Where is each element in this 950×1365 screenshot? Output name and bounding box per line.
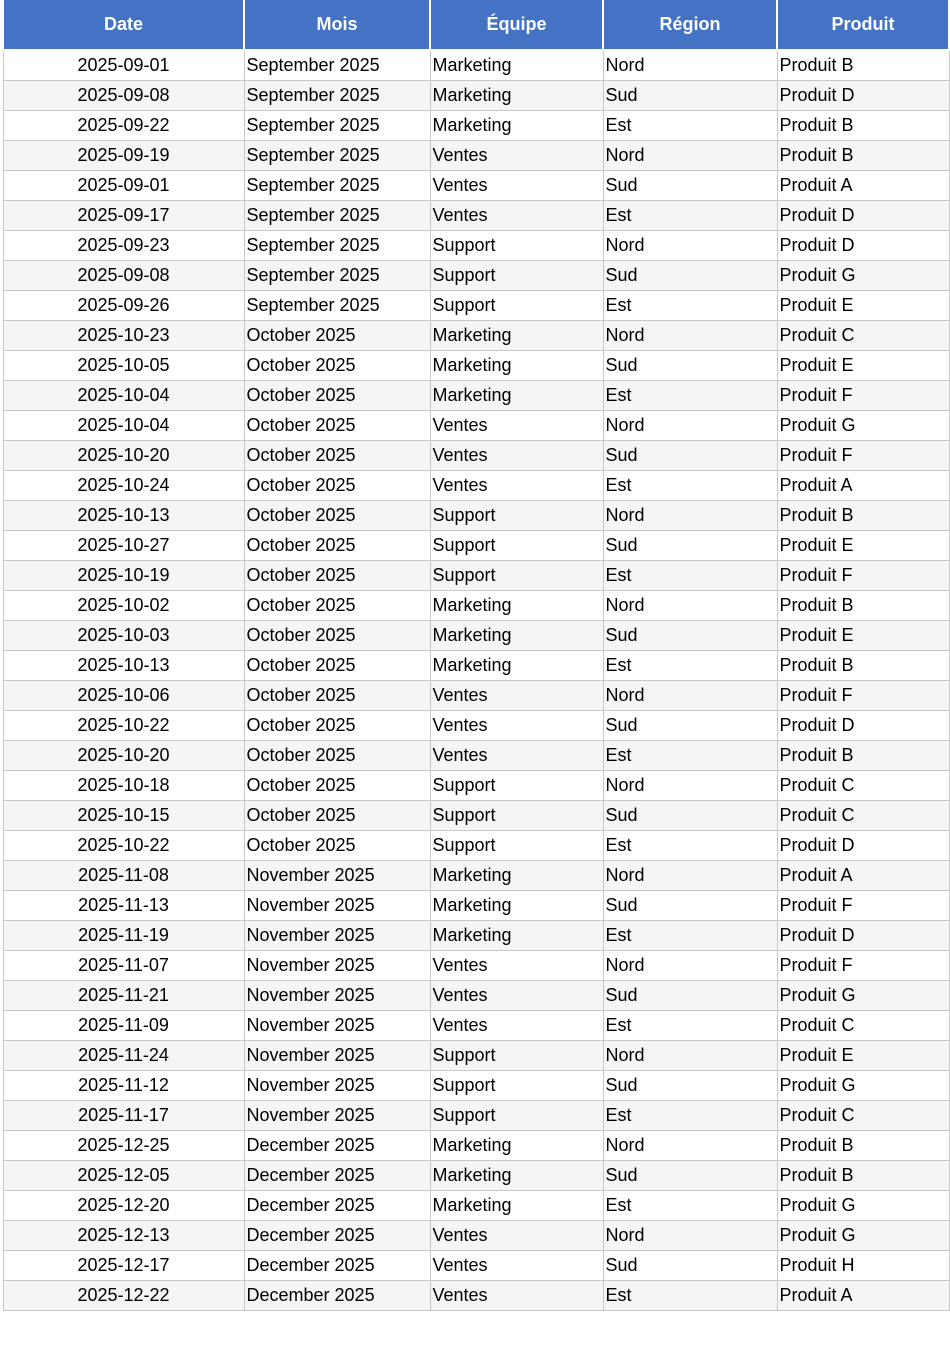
date-cell[interactable]: 2025-09-08 <box>3 81 244 111</box>
region-cell[interactable]: Est <box>603 741 777 771</box>
mois-cell[interactable]: November 2025 <box>244 1011 430 1041</box>
column-header-mois[interactable]: Mois <box>244 0 430 50</box>
mois-cell[interactable]: October 2025 <box>244 831 430 861</box>
equipe-cell[interactable]: Support <box>430 261 603 291</box>
region-cell[interactable]: Nord <box>603 1221 777 1251</box>
equipe-cell[interactable]: Marketing <box>430 381 603 411</box>
region-cell[interactable]: Nord <box>603 50 777 81</box>
table-row <box>3 831 949 861</box>
mois-cell[interactable]: December 2025 <box>244 1191 430 1221</box>
table-row <box>3 1011 949 1041</box>
region-cell[interactable]: Nord <box>603 321 777 351</box>
table-body <box>3 50 949 1311</box>
table-row <box>3 621 949 651</box>
equipe-cell[interactable]: Ventes <box>430 471 603 501</box>
column-header-produit[interactable]: Produit <box>777 0 949 50</box>
mois-cell[interactable]: November 2025 <box>244 1101 430 1131</box>
mois-cell[interactable]: October 2025 <box>244 381 430 411</box>
equipe-cell[interactable]: Ventes <box>430 741 603 771</box>
date-cell[interactable]: 2025-11-24 <box>3 1041 244 1071</box>
date-cell[interactable]: 2025-12-13 <box>3 1221 244 1251</box>
equipe-cell[interactable]: Ventes <box>430 1221 603 1251</box>
produit-cell[interactable]: Produit B <box>777 591 949 621</box>
equipe-cell[interactable]: Ventes <box>430 711 603 741</box>
mois-cell[interactable]: November 2025 <box>244 1071 430 1101</box>
region-cell[interactable]: Sud <box>603 891 777 921</box>
produit-cell[interactable]: Produit E <box>777 351 949 381</box>
produit-cell[interactable]: Produit G <box>777 981 949 1011</box>
equipe-cell[interactable]: Marketing <box>430 81 603 111</box>
produit-cell[interactable]: Produit B <box>777 50 949 81</box>
produit-cell[interactable]: Produit A <box>777 171 949 201</box>
mois-cell[interactable]: September 2025 <box>244 261 430 291</box>
date-cell[interactable]: 2025-10-13 <box>3 501 244 531</box>
date-cell[interactable]: 2025-11-12 <box>3 1071 244 1101</box>
mois-cell[interactable]: September 2025 <box>244 231 430 261</box>
produit-cell[interactable]: Produit G <box>777 1221 949 1251</box>
region-cell[interactable]: Nord <box>603 681 777 711</box>
header-row <box>3 0 949 50</box>
region-cell[interactable]: Sud <box>603 441 777 471</box>
produit-cell[interactable]: Produit F <box>777 951 949 981</box>
table-row <box>3 111 949 141</box>
mois-cell[interactable]: October 2025 <box>244 351 430 381</box>
produit-cell[interactable]: Produit G <box>777 1071 949 1101</box>
table-row <box>3 261 949 291</box>
date-cell[interactable]: 2025-09-23 <box>3 231 244 261</box>
equipe-cell[interactable]: Support <box>430 231 603 261</box>
region-cell[interactable]: Nord <box>603 591 777 621</box>
produit-cell[interactable]: Produit F <box>777 561 949 591</box>
produit-cell[interactable]: Produit D <box>777 711 949 741</box>
table-row <box>3 1191 949 1221</box>
produit-cell[interactable]: Produit B <box>777 1131 949 1161</box>
equipe-cell[interactable]: Marketing <box>430 1161 603 1191</box>
equipe-cell[interactable]: Support <box>430 771 603 801</box>
produit-cell[interactable]: Produit D <box>777 201 949 231</box>
mois-cell[interactable]: December 2025 <box>244 1221 430 1251</box>
mois-cell[interactable]: September 2025 <box>244 111 430 141</box>
mois-cell[interactable]: December 2025 <box>244 1251 430 1281</box>
date-cell[interactable]: 2025-12-17 <box>3 1251 244 1281</box>
mois-cell[interactable]: October 2025 <box>244 471 430 501</box>
equipe-cell[interactable]: Ventes <box>430 951 603 981</box>
table-row <box>3 381 949 411</box>
date-cell[interactable]: 2025-10-20 <box>3 741 244 771</box>
equipe-cell[interactable]: Ventes <box>430 171 603 201</box>
region-cell[interactable]: Sud <box>603 81 777 111</box>
table-row <box>3 681 949 711</box>
mois-cell[interactable]: October 2025 <box>244 771 430 801</box>
mois-cell[interactable]: November 2025 <box>244 861 430 891</box>
region-cell[interactable]: Est <box>603 1281 777 1311</box>
region-cell[interactable]: Nord <box>603 1041 777 1071</box>
mois-cell[interactable]: September 2025 <box>244 291 430 321</box>
table-row <box>3 351 949 381</box>
produit-cell[interactable]: Produit H <box>777 1251 949 1281</box>
region-cell[interactable]: Sud <box>603 1071 777 1101</box>
produit-cell[interactable]: Produit B <box>777 1161 949 1191</box>
produit-cell[interactable]: Produit G <box>777 411 949 441</box>
date-cell[interactable]: 2025-10-03 <box>3 621 244 651</box>
region-cell[interactable]: Est <box>603 831 777 861</box>
column-header-equipe[interactable]: Équipe <box>430 0 603 50</box>
equipe-cell[interactable]: Support <box>430 801 603 831</box>
produit-cell[interactable]: Produit C <box>777 801 949 831</box>
mois-cell[interactable]: October 2025 <box>244 561 430 591</box>
date-cell[interactable]: 2025-09-01 <box>3 50 244 81</box>
mois-cell[interactable]: October 2025 <box>244 711 430 741</box>
region-cell[interactable]: Est <box>603 921 777 951</box>
region-cell[interactable]: Est <box>603 381 777 411</box>
date-cell[interactable]: 2025-10-06 <box>3 681 244 711</box>
equipe-cell[interactable]: Ventes <box>430 1011 603 1041</box>
produit-cell[interactable]: Produit A <box>777 861 949 891</box>
produit-cell[interactable]: Produit D <box>777 921 949 951</box>
date-cell[interactable]: 2025-09-08 <box>3 261 244 291</box>
equipe-cell[interactable]: Ventes <box>430 141 603 171</box>
region-cell[interactable]: Nord <box>603 951 777 981</box>
date-cell[interactable]: 2025-09-22 <box>3 111 244 141</box>
date-cell[interactable]: 2025-11-13 <box>3 891 244 921</box>
date-cell[interactable]: 2025-11-07 <box>3 951 244 981</box>
region-cell[interactable]: Est <box>603 291 777 321</box>
column-header-date[interactable]: Date <box>3 0 244 50</box>
date-cell[interactable]: 2025-10-24 <box>3 471 244 501</box>
equipe-cell[interactable]: Ventes <box>430 1251 603 1281</box>
equipe-cell[interactable]: Ventes <box>430 411 603 441</box>
produit-cell[interactable]: Produit B <box>777 111 949 141</box>
date-cell[interactable]: 2025-10-22 <box>3 711 244 741</box>
date-cell[interactable]: 2025-09-17 <box>3 201 244 231</box>
produit-cell[interactable]: Produit C <box>777 321 949 351</box>
table-row <box>3 801 949 831</box>
date-cell[interactable]: 2025-10-20 <box>3 441 244 471</box>
mois-cell[interactable]: September 2025 <box>244 141 430 171</box>
mois-cell[interactable]: November 2025 <box>244 1041 430 1071</box>
equipe-cell[interactable]: Support <box>430 1041 603 1071</box>
date-cell[interactable]: 2025-12-25 <box>3 1131 244 1161</box>
date-cell[interactable]: 2025-10-05 <box>3 351 244 381</box>
equipe-cell[interactable]: Marketing <box>430 861 603 891</box>
date-cell[interactable]: 2025-10-13 <box>3 651 244 681</box>
date-cell[interactable]: 2025-10-22 <box>3 831 244 861</box>
region-cell[interactable]: Sud <box>603 171 777 201</box>
equipe-cell[interactable]: Marketing <box>430 921 603 951</box>
mois-cell[interactable]: November 2025 <box>244 981 430 1011</box>
equipe-cell[interactable]: Ventes <box>430 681 603 711</box>
table-row <box>3 231 949 261</box>
equipe-cell[interactable]: Support <box>430 531 603 561</box>
date-cell[interactable]: 2025-11-21 <box>3 981 244 1011</box>
region-cell[interactable]: Est <box>603 1011 777 1041</box>
table-row <box>3 861 949 891</box>
date-cell[interactable]: 2025-10-02 <box>3 591 244 621</box>
table-row <box>3 1281 949 1311</box>
equipe-cell[interactable]: Support <box>430 291 603 321</box>
date-cell[interactable]: 2025-10-23 <box>3 321 244 351</box>
produit-cell[interactable]: Produit C <box>777 1011 949 1041</box>
equipe-cell[interactable]: Marketing <box>430 351 603 381</box>
equipe-cell[interactable]: Marketing <box>430 1131 603 1161</box>
date-cell[interactable]: 2025-10-04 <box>3 381 244 411</box>
equipe-cell[interactable]: Marketing <box>430 1191 603 1221</box>
table-row <box>3 1221 949 1251</box>
table-row <box>3 1101 949 1131</box>
table-row <box>3 1161 949 1191</box>
mois-cell[interactable]: October 2025 <box>244 591 430 621</box>
table-row <box>3 891 949 921</box>
table-row <box>3 981 949 1011</box>
produit-cell[interactable]: Produit G <box>777 1191 949 1221</box>
date-cell[interactable]: 2025-11-17 <box>3 1101 244 1131</box>
table-row <box>3 291 949 321</box>
table-row <box>3 321 949 351</box>
produit-cell[interactable]: Produit B <box>777 141 949 171</box>
produit-cell[interactable]: Produit D <box>777 81 949 111</box>
table-row <box>3 471 949 501</box>
table-row <box>3 501 949 531</box>
mois-cell[interactable]: October 2025 <box>244 801 430 831</box>
region-cell[interactable]: Sud <box>603 1251 777 1281</box>
table-row <box>3 561 949 591</box>
region-cell[interactable]: Nord <box>603 771 777 801</box>
equipe-cell[interactable]: Ventes <box>430 441 603 471</box>
region-cell[interactable]: Sud <box>603 351 777 381</box>
spreadsheet <box>2 0 950 1311</box>
produit-cell[interactable]: Produit A <box>777 1281 949 1311</box>
equipe-cell[interactable]: Ventes <box>430 201 603 231</box>
table-row <box>3 81 949 111</box>
mois-cell[interactable]: October 2025 <box>244 321 430 351</box>
equipe-cell[interactable]: Marketing <box>430 321 603 351</box>
equipe-cell[interactable]: Support <box>430 1101 603 1131</box>
table-row <box>3 201 949 231</box>
region-cell[interactable]: Est <box>603 471 777 501</box>
equipe-cell[interactable]: Support <box>430 501 603 531</box>
produit-cell[interactable]: Produit F <box>777 681 949 711</box>
produit-cell[interactable]: Produit G <box>777 261 949 291</box>
mois-cell[interactable]: December 2025 <box>244 1161 430 1191</box>
produit-cell[interactable]: Produit D <box>777 831 949 861</box>
mois-cell[interactable]: October 2025 <box>244 651 430 681</box>
equipe-cell[interactable]: Marketing <box>430 651 603 681</box>
region-cell[interactable]: Sud <box>603 621 777 651</box>
date-cell[interactable]: 2025-11-08 <box>3 861 244 891</box>
mois-cell[interactable]: September 2025 <box>244 50 430 81</box>
table-row <box>3 741 949 771</box>
table-row <box>3 141 949 171</box>
mois-cell[interactable]: October 2025 <box>244 741 430 771</box>
region-cell[interactable]: Sud <box>603 711 777 741</box>
mois-cell[interactable]: November 2025 <box>244 951 430 981</box>
column-header-region[interactable]: Région <box>603 0 777 50</box>
produit-cell[interactable]: Produit C <box>777 1101 949 1131</box>
region-cell[interactable]: Est <box>603 561 777 591</box>
produit-cell[interactable]: Produit B <box>777 651 949 681</box>
date-cell[interactable]: 2025-10-27 <box>3 531 244 561</box>
date-cell[interactable]: 2025-10-18 <box>3 771 244 801</box>
mois-cell[interactable]: September 2025 <box>244 171 430 201</box>
region-cell[interactable]: Est <box>603 201 777 231</box>
mois-cell[interactable]: December 2025 <box>244 1281 430 1311</box>
mois-cell[interactable]: October 2025 <box>244 501 430 531</box>
region-cell[interactable]: Sud <box>603 981 777 1011</box>
produit-cell[interactable]: Produit E <box>777 531 949 561</box>
region-cell[interactable]: Est <box>603 651 777 681</box>
table-row <box>3 1131 949 1161</box>
table-row <box>3 1251 949 1281</box>
date-cell[interactable]: 2025-12-20 <box>3 1191 244 1221</box>
table-row <box>3 441 949 471</box>
produit-cell[interactable]: Produit F <box>777 381 949 411</box>
mois-cell[interactable]: October 2025 <box>244 411 430 441</box>
equipe-cell[interactable]: Ventes <box>430 1281 603 1311</box>
region-cell[interactable]: Sud <box>603 801 777 831</box>
produit-cell[interactable]: Produit B <box>777 741 949 771</box>
date-cell[interactable]: 2025-12-05 <box>3 1161 244 1191</box>
table-row <box>3 50 949 81</box>
produit-cell[interactable]: Produit A <box>777 471 949 501</box>
equipe-cell[interactable]: Marketing <box>430 111 603 141</box>
produit-cell[interactable]: Produit F <box>777 441 949 471</box>
table-row <box>3 531 949 561</box>
table-row <box>3 951 949 981</box>
table-row <box>3 591 949 621</box>
date-cell[interactable]: 2025-10-15 <box>3 801 244 831</box>
table-row <box>3 1071 949 1101</box>
equipe-cell[interactable]: Marketing <box>430 50 603 81</box>
region-cell[interactable]: Nord <box>603 141 777 171</box>
table-row <box>3 411 949 441</box>
region-cell[interactable]: Nord <box>603 501 777 531</box>
data-table <box>2 0 950 1311</box>
equipe-cell[interactable]: Support <box>430 1071 603 1101</box>
mois-cell[interactable]: November 2025 <box>244 891 430 921</box>
date-cell[interactable]: 2025-11-19 <box>3 921 244 951</box>
mois-cell[interactable]: October 2025 <box>244 441 430 471</box>
produit-cell[interactable]: Produit E <box>777 291 949 321</box>
produit-cell[interactable]: Produit C <box>777 771 949 801</box>
date-cell[interactable]: 2025-12-22 <box>3 1281 244 1311</box>
mois-cell[interactable]: October 2025 <box>244 531 430 561</box>
mois-cell[interactable]: September 2025 <box>244 81 430 111</box>
table-row <box>3 171 949 201</box>
date-cell[interactable]: 2025-10-19 <box>3 561 244 591</box>
table-row <box>3 771 949 801</box>
table-row <box>3 651 949 681</box>
region-cell[interactable]: Nord <box>603 861 777 891</box>
region-cell[interactable]: Sud <box>603 1161 777 1191</box>
equipe-cell[interactable]: Ventes <box>430 981 603 1011</box>
table-row <box>3 711 949 741</box>
equipe-cell[interactable]: Marketing <box>430 891 603 921</box>
region-cell[interactable]: Nord <box>603 1131 777 1161</box>
date-cell[interactable]: 2025-09-01 <box>3 171 244 201</box>
date-cell[interactable]: 2025-11-09 <box>3 1011 244 1041</box>
region-cell[interactable]: Est <box>603 111 777 141</box>
date-cell[interactable]: 2025-10-04 <box>3 411 244 441</box>
mois-cell[interactable]: September 2025 <box>244 201 430 231</box>
date-cell[interactable]: 2025-09-19 <box>3 141 244 171</box>
mois-cell[interactable]: December 2025 <box>244 1131 430 1161</box>
produit-cell[interactable]: Produit E <box>777 621 949 651</box>
mois-cell[interactable]: October 2025 <box>244 621 430 651</box>
region-cell[interactable]: Sud <box>603 531 777 561</box>
produit-cell[interactable]: Produit E <box>777 1041 949 1071</box>
date-cell[interactable]: 2025-09-26 <box>3 291 244 321</box>
region-cell[interactable]: Nord <box>603 411 777 441</box>
region-cell[interactable]: Nord <box>603 231 777 261</box>
mois-cell[interactable]: November 2025 <box>244 921 430 951</box>
region-cell[interactable]: Est <box>603 1191 777 1221</box>
table-row <box>3 921 949 951</box>
produit-cell[interactable]: Produit B <box>777 501 949 531</box>
produit-cell[interactable]: Produit D <box>777 231 949 261</box>
equipe-cell[interactable]: Support <box>430 831 603 861</box>
region-cell[interactable]: Est <box>603 1101 777 1131</box>
table-row <box>3 1041 949 1071</box>
produit-cell[interactable]: Produit F <box>777 891 949 921</box>
region-cell[interactable]: Sud <box>603 261 777 291</box>
equipe-cell[interactable]: Marketing <box>430 591 603 621</box>
mois-cell[interactable]: October 2025 <box>244 681 430 711</box>
equipe-cell[interactable]: Marketing <box>430 621 603 651</box>
equipe-cell[interactable]: Support <box>430 561 603 591</box>
